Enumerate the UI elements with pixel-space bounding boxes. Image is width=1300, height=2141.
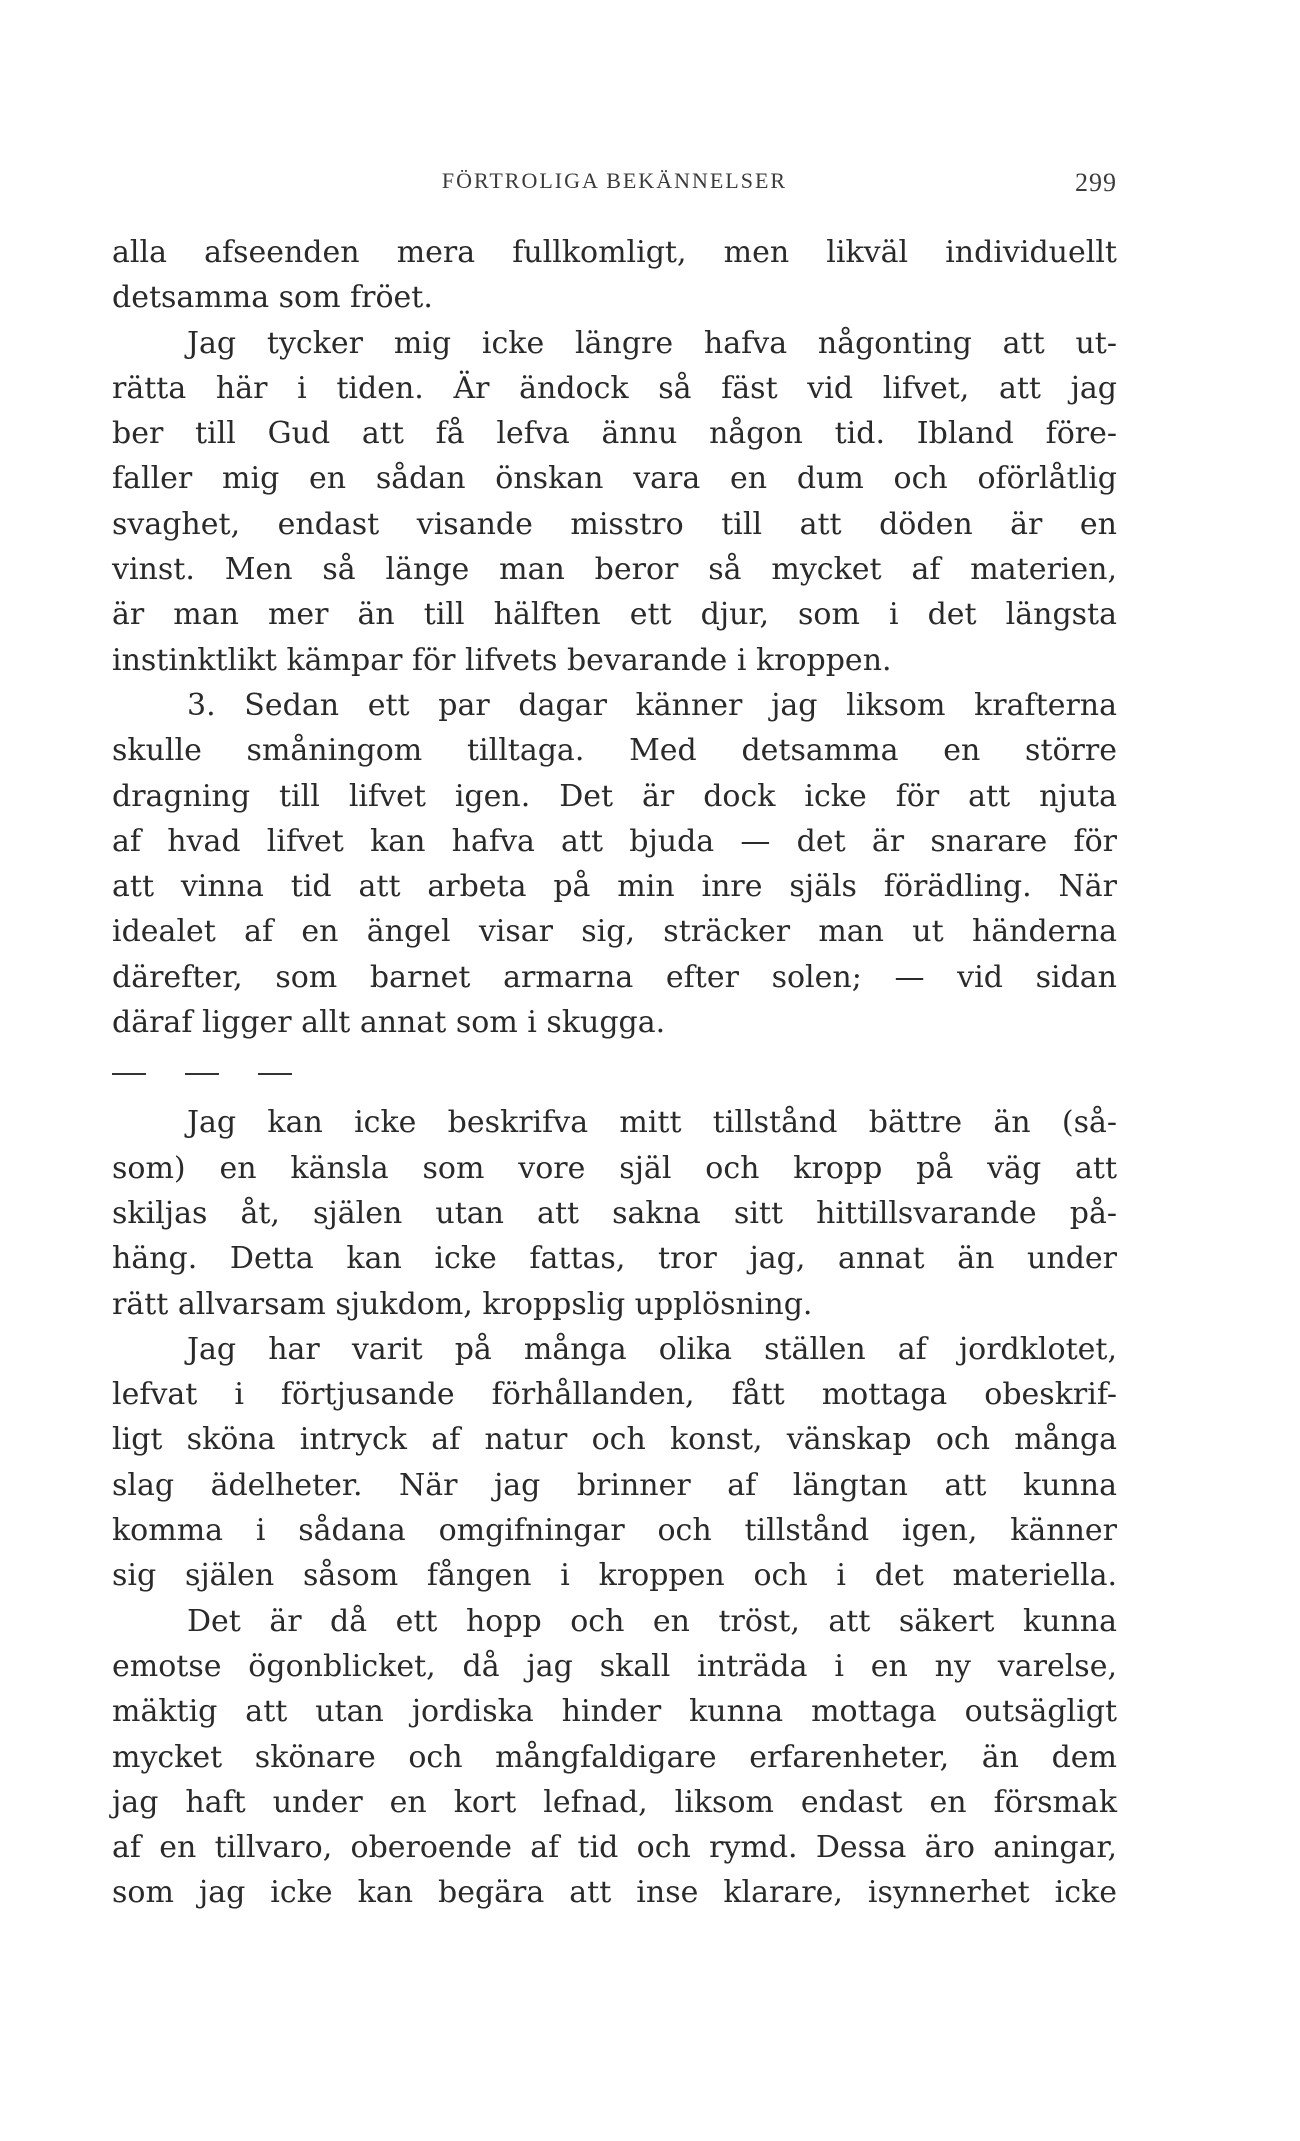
text-line: Det är då ett hopp och en tröst, att säkert kunna <box>187 1603 1117 1639</box>
separator-dash <box>258 1073 292 1075</box>
text-line: mycket skönare och mångfaldigare erfarenheter, än dem <box>112 1739 1117 1775</box>
text-line: emotse ögonblicket, då jag skall inträda i en ny varelse, <box>112 1648 1117 1684</box>
text-line: af hvad lifvet kan hafva att bjuda — det är snarare för <box>112 823 1117 859</box>
body-text <box>112 230 1117 1916</box>
text-line: jag haft under en kort lefnad, liksom endast en försmak <box>112 1784 1117 1820</box>
page-number: 299 <box>1075 168 1117 197</box>
text-line: mäktig att utan jordiska hinder kunna mottaga outsägligt <box>112 1694 1117 1730</box>
text-line: ligt sköna intryck af natur och konst, vänskap och många <box>112 1422 1117 1458</box>
text-line: häng. Detta kan icke fattas, tror jag, annat än under <box>112 1241 1117 1277</box>
text-line: instinktlikt kämpar för lifvets bevarande i kroppen. <box>112 642 892 678</box>
text-line: skiljas åt, själen utan att sakna sitt hittillsvarande på- <box>112 1195 1117 1231</box>
text-line: sig själen såsom fången i kroppen och i det materiella. <box>112 1558 1117 1594</box>
text-line: att vinna tid att arbeta på min inre själs förädling. När <box>112 869 1117 905</box>
text-line: slag ädelheter. När jag brinner af längtan att kunna <box>112 1467 1117 1503</box>
text-line: ber till Gud att få lefva ännu någon tid. Ibland före- <box>112 416 1117 452</box>
text-line: vinst. Men så länge man beror så mycket af materien, <box>112 552 1117 588</box>
text-line: detsamma som fröet. <box>112 280 433 316</box>
running-head <box>112 168 1117 208</box>
text-line: idealet af en ängel visar sig, sträcker man ut händerna <box>112 914 1117 950</box>
text-line: alla afseenden mera fullkomligt, men likväl individuellt <box>112 235 1117 270</box>
text-line: rätt allvarsam sjukdom, kroppslig upplösning. <box>112 1286 813 1322</box>
text-line: som jag icke kan begära att inse klarare, isynnerhet icke <box>112 1875 1117 1911</box>
text-line: af en tillvaro, oberoende af tid och rymd. Dessa äro aningar, <box>112 1830 1117 1866</box>
text-line: rätta här i tiden. Är ändock så fäst vid lifvet, att jag <box>112 370 1117 406</box>
text-line: komma i sådana omgifningar och tillstånd igen, känner <box>112 1513 1117 1549</box>
text-line: som) en känsla som vore själ och kropp på väg att <box>112 1150 1117 1186</box>
text-line: skulle småningom tilltaga. Med detsamma en större <box>112 733 1117 769</box>
text-line: svaghet, endast visande misstro till att döden är en <box>112 506 1117 542</box>
text-line: Jag har varit på många olika ställen af jordklotet, <box>187 1331 1117 1367</box>
text-line: dragning till lifvet igen. Det är dock icke för att njuta <box>112 778 1117 814</box>
text-line: Jag kan icke beskrifva mitt tillstånd bättre än (så- <box>187 1105 1117 1141</box>
text-line: är man mer än till hälften ett djur, som i det längsta <box>112 597 1117 633</box>
text-line: Jag tycker mig icke längre hafva någonting att ut- <box>187 325 1117 361</box>
text-line: däraf ligger allt annat som i skugga. <box>112 1005 666 1041</box>
text-line: faller mig en sådan önskan vara en dum och oförlåtlig <box>112 461 1117 497</box>
separator-dash <box>112 1073 146 1075</box>
section-separator <box>112 1045 1117 1100</box>
separator-dash <box>185 1073 219 1075</box>
text-line: därefter, som barnet armarna efter solen; — vid sidan <box>112 959 1117 995</box>
running-title: FÖRTROLIGA BEKÄNNELSER <box>441 168 788 193</box>
text-line: 3. Sedan ett par dagar känner jag liksom krafterna <box>187 687 1117 723</box>
text-line: lefvat i förtjusande förhållanden, fått mottaga obeskrif- <box>112 1377 1117 1413</box>
